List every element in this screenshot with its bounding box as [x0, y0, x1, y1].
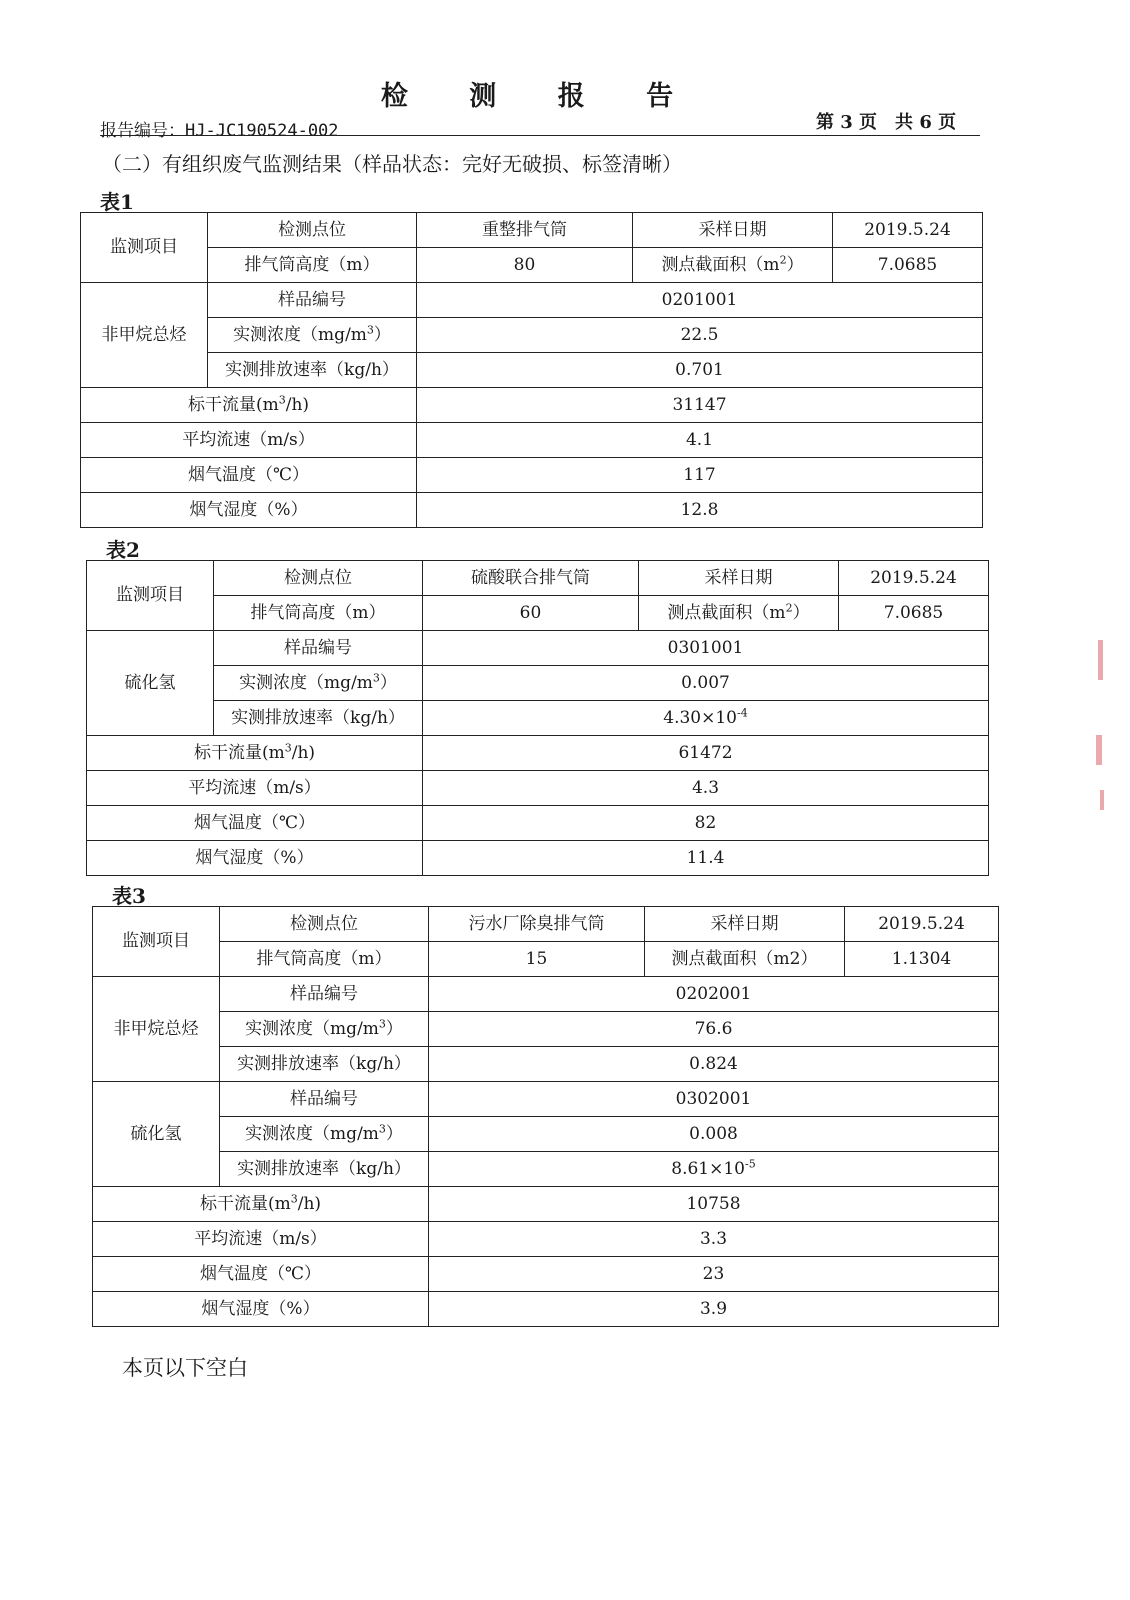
t3-conc-b-label: 实测浓度$(mg/m^3)$ — [220, 1117, 429, 1152]
t1-sample-no-value: 0201001 — [417, 283, 983, 318]
t2-cross-label: 测点截面积$(m^2)$ — [639, 596, 839, 631]
t3-sample-no-b-value: 0302001 — [429, 1082, 999, 1117]
t3-humidity-label: 烟气湿度（%） — [93, 1292, 429, 1327]
t3-rate-a-value: 0.824 — [429, 1047, 999, 1082]
table1 — [80, 212, 983, 528]
t1-flow-value: 31147 — [417, 388, 983, 423]
t2-temp-label: 烟气温度（℃） — [87, 806, 423, 841]
t2-velocity-value: 4.3 — [423, 771, 989, 806]
t3-conc-a-label: 实测浓度$(mg/m^3)$ — [220, 1012, 429, 1047]
t1-velocity-label: 平均流速（m/s） — [81, 423, 417, 458]
t2-humidity-value: 11.4 — [423, 841, 989, 876]
t2-conc-label: 实测浓度$(mg/m^3)$ — [214, 666, 423, 701]
t2-temp-value: 82 — [423, 806, 989, 841]
t2-date-value: 2019.5.24 — [839, 561, 989, 596]
document-title: 检 测 报 告 — [380, 81, 700, 112]
t3-cross-label: 测点截面积（m2） — [645, 942, 845, 977]
t2-sample-no-value: 0301001 — [423, 631, 989, 666]
t1-cross-value: 7.0685 — [833, 248, 983, 283]
page-info: 第 3 页 共 6 页 — [816, 112, 957, 133]
t2-height-value: 60 — [423, 596, 639, 631]
t3-rate-b-label: 实测排放速率（kg/h） — [220, 1152, 429, 1187]
t2-date-label: 采样日期 — [639, 561, 839, 596]
t3-point-value: 污水厂除臭排气筒 — [429, 907, 645, 942]
t1-humidity-value: 12.8 — [417, 493, 983, 528]
t3-rate-a-label: 实测排放速率（kg/h） — [220, 1047, 429, 1082]
seal-fragment — [1096, 735, 1102, 765]
t3-date-label: 采样日期 — [645, 907, 845, 942]
t3-sample-no-b-label: 样品编号 — [220, 1082, 429, 1117]
t3-rate-b-value: $8.61\times 10^{-5}$ — [429, 1152, 999, 1187]
seal-fragment — [1100, 790, 1104, 810]
t3-cross-value: 1.1304 — [845, 942, 999, 977]
t1-point-label: 检测点位 — [208, 213, 417, 248]
t2-point-label: 检测点位 — [214, 561, 423, 596]
t1-temp-label: 烟气温度（℃） — [81, 458, 417, 493]
t3-temp-value: 23 — [429, 1257, 999, 1292]
t2-flow-label: 标干流量$(m^3/h)$ — [87, 736, 423, 771]
t1-date-value: 2019.5.24 — [833, 213, 983, 248]
header-rule — [100, 135, 980, 136]
t3-height-label: 排气筒高度（m） — [220, 942, 429, 977]
t3-sample-no-a-value: 0202001 — [429, 977, 999, 1012]
t3-temp-label: 烟气温度（℃） — [93, 1257, 429, 1292]
seal-fragment — [1098, 640, 1103, 680]
t3-flow-value: 10758 — [429, 1187, 999, 1222]
t3-pollutant-b: 硫化氢 — [93, 1082, 220, 1187]
t1-conc-label: 实测浓度$(mg/m^3)$ — [208, 318, 417, 353]
t1-sample-no-label: 样品编号 — [208, 283, 417, 318]
t2-flow-value: 61472 — [423, 736, 989, 771]
t3-velocity-value: 3.3 — [429, 1222, 999, 1257]
t1-height-value: 80 — [417, 248, 633, 283]
t3-date-value: 2019.5.24 — [845, 907, 999, 942]
t1-date-label: 采样日期 — [633, 213, 833, 248]
t3-pollutant-a: 非甲烷总烃 — [93, 977, 220, 1082]
section-title: （二）有组织废气监测结果（样品状态：完好无破损、标签清晰） — [102, 152, 682, 176]
t1-rate-value: 0.701 — [417, 353, 983, 388]
t1-height-label: 排气筒高度（m） — [208, 248, 417, 283]
table3 — [92, 906, 999, 1327]
t3-sample-no-a-label: 样品编号 — [220, 977, 429, 1012]
t1-flow-label: 标干流量$(m^3/h)$ — [81, 388, 417, 423]
table1-label: 表1 — [100, 190, 134, 214]
t3-humidity-value: 3.9 — [429, 1292, 999, 1327]
t1-monitor-item-label: 监测项目 — [81, 213, 208, 283]
t3-velocity-label: 平均流速（m/s） — [93, 1222, 429, 1257]
t2-height-label: 排气筒高度（m） — [214, 596, 423, 631]
t3-height-value: 15 — [429, 942, 645, 977]
t2-cross-value: 7.0685 — [839, 596, 989, 631]
t1-humidity-label: 烟气湿度（%） — [81, 493, 417, 528]
t1-cross-label: 测点截面积$(m^2)$ — [633, 248, 833, 283]
t2-pollutant: 硫化氢 — [87, 631, 214, 736]
t2-monitor-item-label: 监测项目 — [87, 561, 214, 631]
t2-conc-value: 0.007 — [423, 666, 989, 701]
t3-conc-a-value: 76.6 — [429, 1012, 999, 1047]
t1-rate-label: 实测排放速率（kg/h） — [208, 353, 417, 388]
t2-sample-no-label: 样品编号 — [214, 631, 423, 666]
report-number: 报告编号：HJ-JC190524-002 — [100, 121, 339, 141]
t1-point-value: 重整排气筒 — [417, 213, 633, 248]
t3-flow-label: 标干流量$(m^3/h)$ — [93, 1187, 429, 1222]
t3-monitor-item-label: 监测项目 — [93, 907, 220, 977]
t3-point-label: 检测点位 — [220, 907, 429, 942]
t2-humidity-label: 烟气湿度（%） — [87, 841, 423, 876]
t1-conc-value: 22.5 — [417, 318, 983, 353]
t1-pollutant: 非甲烷总烃 — [81, 283, 208, 388]
footer-note: 本页以下空白 — [122, 1356, 248, 1380]
table3-label: 表3 — [112, 884, 146, 908]
table2 — [86, 560, 989, 876]
t2-velocity-label: 平均流速（m/s） — [87, 771, 423, 806]
t1-velocity-value: 4.1 — [417, 423, 983, 458]
table2-label: 表2 — [106, 538, 140, 562]
t3-conc-b-value: 0.008 — [429, 1117, 999, 1152]
t2-rate-label: 实测排放速率（kg/h） — [214, 701, 423, 736]
t2-point-value: 硫酸联合排气筒 — [423, 561, 639, 596]
t1-temp-value: 117 — [417, 458, 983, 493]
t2-rate-value: $4.30\times 10^{-4}$ — [423, 701, 989, 736]
